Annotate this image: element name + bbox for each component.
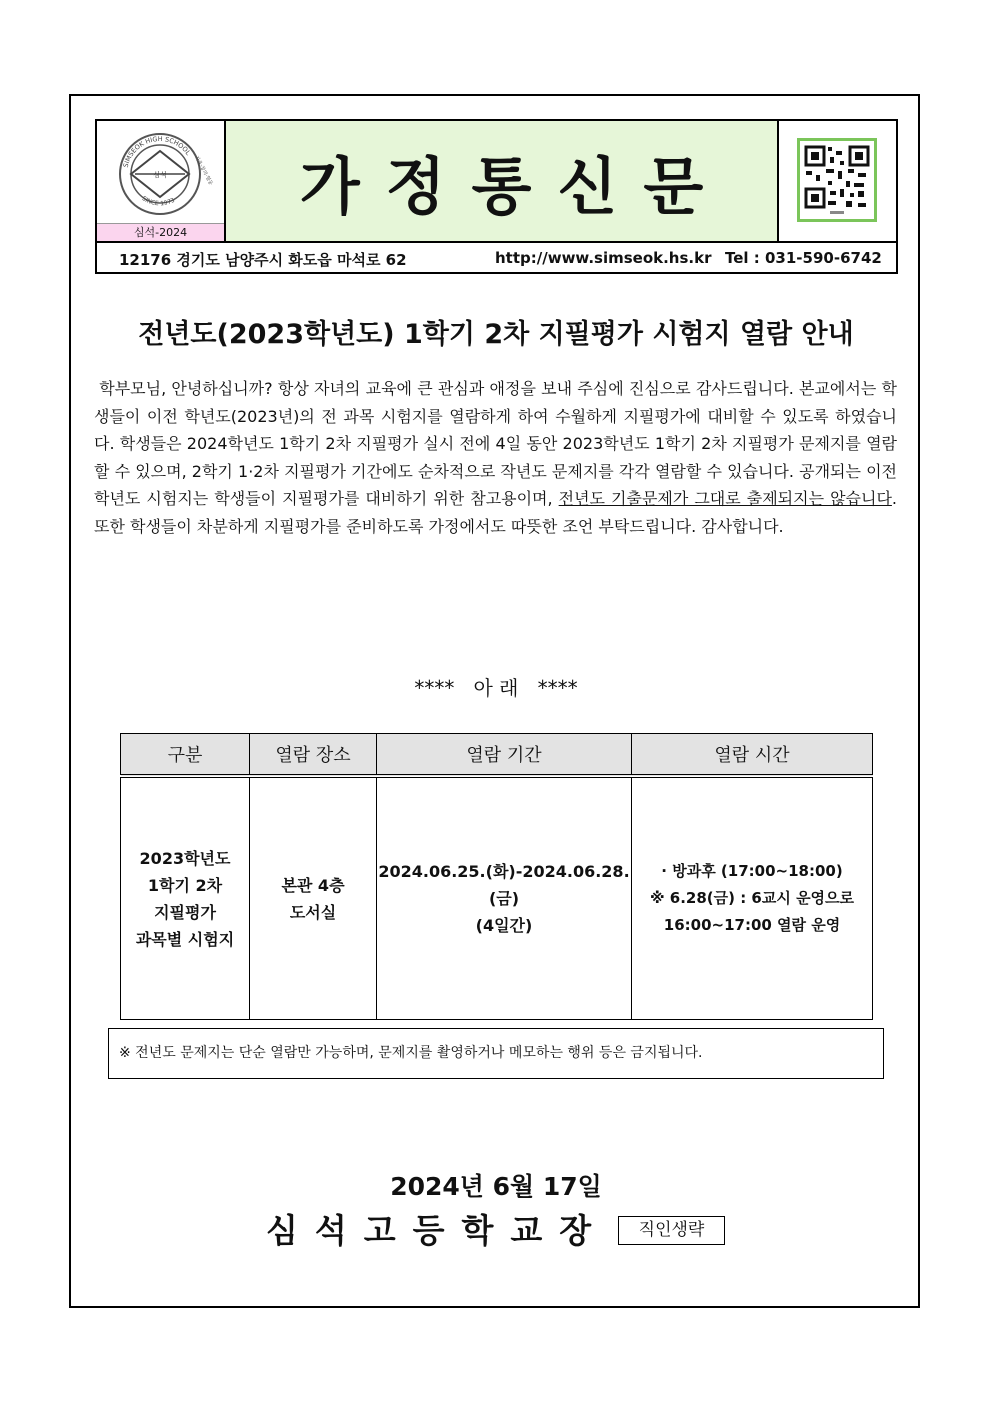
school-website-link[interactable]: http://www.simseok.hs.kr <box>495 249 712 267</box>
cell-place <box>250 776 377 1020</box>
school-phone: Tel : 031-590-6742 <box>725 249 882 267</box>
logo-arc-top: SIMSEOK HIGH SCHOOL <box>121 134 193 169</box>
header-place: 열람 장소 <box>250 734 377 777</box>
school-logo-cell <box>97 121 226 241</box>
body-text-underlined: 전년도 기출문제가 그대로 출제되지는 않습니다 <box>558 489 892 508</box>
school-address: 12176 경기도 남양주시 화도읍 마석로 62 <box>119 251 407 269</box>
logo-center-text: 심석 <box>153 171 167 179</box>
qr-pattern-icon <box>800 141 874 219</box>
issue-date: 2024년 6월 17일 <box>390 1172 602 1201</box>
logo-tag: 심석-2024 <box>97 223 224 242</box>
cell-time <box>632 776 873 1020</box>
newsletter-title-cell <box>226 121 779 241</box>
logo-motto-text: 자율·창의·협동 <box>193 155 214 187</box>
qr-code-icon[interactable] <box>797 138 877 222</box>
newsletter-title: 가정통신문 <box>299 149 730 223</box>
place-line: 도서실 <box>289 902 337 922</box>
place-line: 본관 4층 <box>281 875 345 895</box>
page-frame <box>69 94 920 1308</box>
logo-arc-bottom: SINCE 1973 <box>140 195 176 208</box>
time-line: ※ 6.28(금) : 6교시 운영으로 <box>649 889 855 907</box>
document-title: 전년도(2023학년도) 1학기 2차 지필평가 시험지 열람 안내 <box>138 319 854 350</box>
category-line: 2023학년도 <box>139 848 231 868</box>
section-heading: **** 아 래 **** <box>414 676 578 700</box>
school-info-row <box>97 241 896 272</box>
body-text-part1: 학부모님, 안녕하십니까? 항상 자녀의 교육에 큰 관심과 애정을 보내 주심에 진심으로 감사드립니다. 본교에서는 학생들이 이전 학년도(2023년)의 전 과목 시험지를 열람하게 하여 수월하게 지필평가에 대비할 수 있도록 하였습니다. 학생들은 2024학년도 1학기 2차 지필평가 실시 전에 4일 동안 2023학년도 1학기 2차 지필평가 문제지를 열람할 수 있으며, 2학기 1·2차 지필평가 기간에도 순차적으로 작년도 문제지를 각각 열람할 수 있습니다. 공개되는 이전 학년도 시험지는 학생들이 지필평가를 대비하기 위한 참고용이며, <box>94 379 897 508</box>
cell-period <box>377 776 632 1020</box>
qr-cell <box>779 121 896 241</box>
category-line: 1학기 2차 <box>147 875 223 895</box>
period-line: (4일간) <box>475 916 533 935</box>
header-period: 열람 기간 <box>377 734 632 777</box>
period-line: 2024.06.25.(화)-2024.06.28.(금) <box>378 862 630 908</box>
caution-note: ※ 전년도 문제지는 단순 열람만 가능하며, 문제지를 촬영하거나 메모하는 행위 등은 금지됩니다. <box>108 1028 884 1079</box>
category-line: 과목별 시험지 <box>135 929 235 949</box>
viewing-schedule-table <box>120 733 873 1020</box>
header-time: 열람 시간 <box>632 734 873 777</box>
time-line: · 방과후 (17:00~18:00) <box>661 862 843 880</box>
newsletter-header <box>95 119 898 274</box>
header-category: 구분 <box>121 734 250 777</box>
signer-name: 심석고등학교장 <box>266 1211 609 1250</box>
school-emblem-icon <box>97 121 224 223</box>
table-header-row <box>121 734 873 777</box>
time-line: 16:00~17:00 열람 운영 <box>663 916 841 934</box>
cell-category <box>121 776 250 1020</box>
body-text-part2: . 또한 학생들이 차분하게 지필평가를 준비하도록 가정에서도 따뜻한 조언 부탁드립니다. 감사합니다. <box>94 489 897 536</box>
category-line: 지필평가 <box>154 902 216 922</box>
seal-omitted-box: 직인생략 <box>618 1216 725 1245</box>
table-row <box>121 776 873 1020</box>
body-paragraph <box>94 375 897 540</box>
